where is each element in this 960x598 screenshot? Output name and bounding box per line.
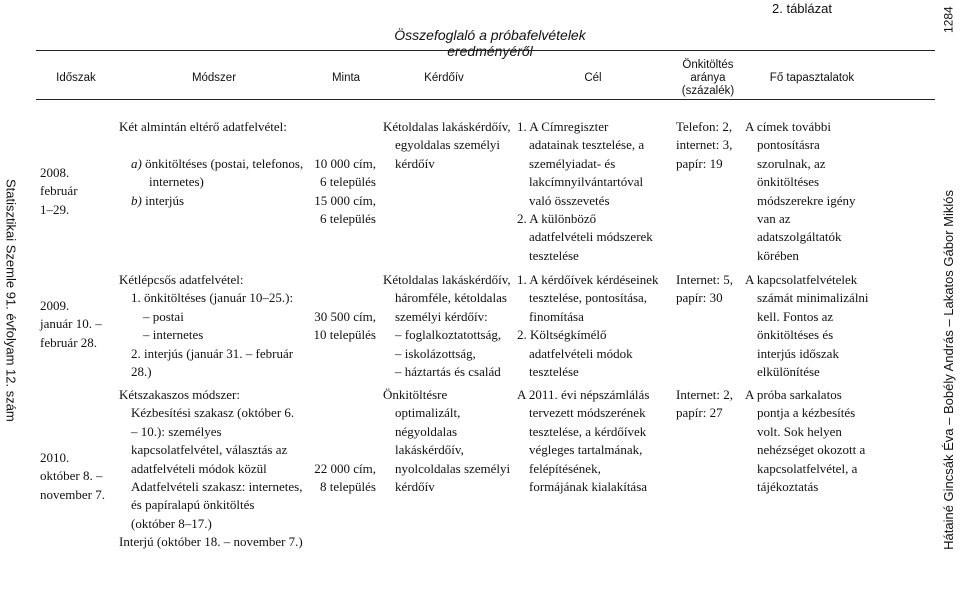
row3-goal-line3: tesztelése, a kérdőívek bbox=[529, 423, 647, 439]
row2-questionnaire bbox=[383, 271, 511, 381]
row3-method-line7: és papíralapú önkitöltés bbox=[131, 497, 255, 513]
authors-sidebar bbox=[936, 150, 960, 590]
row3-questionnaire-line2: optimalizált, bbox=[395, 405, 461, 421]
header-rate: Önkitöltés aránya (százalék) bbox=[681, 58, 735, 97]
row1-findings-line6: van az bbox=[757, 211, 791, 227]
row1-goal-line3: személyiadat- és bbox=[529, 155, 616, 171]
row2-questionnaire-line2: háromféle, kétoldalas bbox=[395, 290, 507, 306]
row3-findings-line3: volt. Sok helyen bbox=[757, 423, 842, 439]
authors: Hátainé Gincsák Éva – Bobély András – Lakatos Gábor Miklós bbox=[940, 190, 956, 550]
row1-goal-line8: tesztelése bbox=[529, 247, 579, 263]
row1-period-line3: 1–29. bbox=[40, 201, 70, 217]
journal-sidebar bbox=[0, 150, 22, 450]
row1-method-a-line2: internetes) bbox=[149, 174, 204, 190]
header-findings: Fő tapasztalatok bbox=[769, 71, 855, 84]
header-sample: Minta bbox=[331, 71, 361, 84]
row1-method bbox=[119, 118, 303, 210]
row1-findings-line2: pontosításra bbox=[757, 137, 820, 153]
row3-sample-line2: 8 település bbox=[320, 479, 376, 495]
row2-goal-line4: 2. Költségkímélő bbox=[517, 327, 607, 343]
header-method: Módszer bbox=[191, 71, 237, 84]
row3-findings-line2: pontja a kézbesítés bbox=[757, 405, 856, 421]
header-goal: Cél bbox=[584, 71, 602, 84]
row1-method-b: interjús bbox=[145, 192, 185, 208]
row2-method-line4: – internetes bbox=[143, 327, 204, 343]
row3-goal-line2: tervezett módszerének bbox=[529, 405, 646, 421]
row3-questionnaire-line1: Önkitöltésre bbox=[383, 387, 448, 402]
row1-questionnaire bbox=[383, 118, 511, 173]
row2-goal-line2: tesztelése, pontosítása, bbox=[529, 290, 648, 306]
row2-method-line1: Kétlépcsős adatfelvétel: bbox=[119, 272, 244, 287]
row2-method-line5: 2. interjús (január 31. – február bbox=[131, 345, 294, 361]
row2-questionnaire-line6: – háztartás és család bbox=[395, 364, 501, 380]
row2-findings-line4: önkitöltéses és bbox=[757, 327, 834, 343]
row1-goal-line2: adatainak tesztelése, a bbox=[529, 137, 645, 153]
row1-method-a-letter: a) bbox=[131, 155, 142, 171]
row1-findings bbox=[745, 118, 856, 265]
row1-findings-line4: önkitöltéses bbox=[757, 174, 820, 190]
row2-period-line2: január 10. – bbox=[40, 316, 102, 332]
row3-questionnaire-line3: négyoldalas bbox=[395, 423, 458, 439]
row3-method bbox=[119, 386, 303, 552]
table-caption: Összefoglaló a próbafelvételek eredményéről bbox=[394, 27, 586, 59]
header-questionnaire: Kérdőív bbox=[424, 71, 464, 84]
row1-sample-line3: 15 000 cím, bbox=[314, 192, 376, 208]
row1-goal-line6: 2. A különböző bbox=[517, 211, 597, 227]
row1-goal-line1: 1. A Címregiszter bbox=[517, 119, 609, 134]
row2-rate-line1: Internet: 5, bbox=[676, 272, 734, 287]
row2-questionnaire-line3: személyi kérdőív: bbox=[395, 308, 488, 324]
row3-method-line1: Kétszakaszos módszer: bbox=[119, 387, 240, 402]
row3-method-line3: – 10.): személyes bbox=[131, 423, 222, 439]
row3-findings-line6: tájékoztatás bbox=[757, 479, 819, 495]
table-header-rule bbox=[36, 99, 935, 100]
table-label: 2. táblázat bbox=[772, 1, 832, 16]
row1-rate bbox=[676, 118, 732, 173]
row1-rate-line1: Telefon: 2, bbox=[676, 119, 733, 134]
row1-rate-line3: papír: 19 bbox=[676, 155, 723, 171]
row3-goal-line4: végleges tartalmának, bbox=[529, 442, 643, 458]
row2-period-line1: 2009. bbox=[40, 298, 70, 313]
row2-findings-line6: elkülönítése bbox=[757, 364, 820, 380]
row1-sample bbox=[304, 155, 376, 229]
row3-goal-line6: formájának kialakítása bbox=[529, 479, 648, 495]
row2-findings-line3: kell. Fontos az bbox=[757, 308, 834, 324]
table-header bbox=[36, 56, 935, 100]
row1-sample-line2: 6 település bbox=[320, 174, 376, 190]
row1-sample-line1: 10 000 cím, bbox=[314, 156, 376, 171]
row2-method bbox=[119, 271, 293, 381]
row1-questionnaire-line2: egyoldalas személyi bbox=[395, 137, 501, 153]
row2-goal-line6: tesztelése bbox=[529, 364, 579, 380]
row2-sample-line2: 10 település bbox=[313, 327, 376, 343]
row1-findings-line1: A címek további bbox=[745, 119, 831, 134]
row3-questionnaire-line6: kérdőív bbox=[395, 479, 435, 495]
row3-period-line3: november 7. bbox=[40, 486, 105, 502]
row1-rate-line2: internet: 3, bbox=[676, 137, 733, 153]
row2-findings-line1: A kapcsolatfelvételek bbox=[745, 272, 858, 287]
row3-period-line1: 2010. bbox=[40, 450, 70, 465]
row1-goal-line7: adatfelvételi módszerek bbox=[529, 229, 653, 245]
row2-period bbox=[40, 297, 102, 352]
row3-rate bbox=[676, 386, 733, 423]
row3-findings-line5: kapcsolatfelvétel, a bbox=[757, 460, 858, 476]
row2-findings-line2: számát minimalizálni bbox=[757, 290, 869, 306]
row2-rate-line2: papír: 30 bbox=[676, 290, 723, 306]
row3-goal-line5: felépítésének, bbox=[529, 460, 601, 476]
row3-method-line2: Kézbesítési szakasz (október 6. bbox=[131, 405, 295, 421]
row3-sample bbox=[304, 460, 376, 497]
row2-method-line3: – postai bbox=[143, 308, 184, 324]
row2-sample bbox=[304, 308, 376, 345]
row3-method-line9: Interjú (október 18. – november 7.) bbox=[119, 534, 303, 550]
row3-method-line6: Adatfelvételi szakasz: internetes, bbox=[131, 479, 303, 495]
row1-method-b-letter: b) bbox=[131, 192, 142, 208]
journal-title: Statisztikai Szemle 91. évfolyam 12. szám bbox=[3, 178, 19, 422]
page-number: 1284 bbox=[941, 6, 956, 34]
row1-findings-line5: módszerekre igény bbox=[757, 192, 856, 208]
row1-questionnaire-line3: kérdőív bbox=[395, 155, 435, 171]
row2-goal bbox=[517, 271, 659, 381]
row1-goal-line5: való összevetés bbox=[529, 192, 610, 208]
row3-method-line4: kapcsolatfelvétel, választás az bbox=[131, 442, 288, 458]
row3-goal bbox=[517, 386, 649, 496]
row1-goal-line4: lakcímnyilvántartóval bbox=[529, 174, 644, 190]
row1-period-line2: február bbox=[40, 183, 78, 199]
row1-findings-line7: adatszolgáltatók bbox=[757, 229, 842, 245]
row1-period-line1: 2008. bbox=[40, 165, 70, 180]
header-period: Időszak bbox=[56, 71, 96, 84]
row2-period-line3: február 28. bbox=[40, 334, 98, 350]
row1-findings-line8: körében bbox=[757, 247, 799, 263]
row3-method-line8: (október 8–17.) bbox=[131, 515, 212, 531]
row3-rate-line1: Internet: 2, bbox=[676, 387, 734, 402]
row2-goal-line1: 1. A kérdőívek kérdéseinek bbox=[517, 272, 659, 287]
row2-questionnaire-line5: – iskolázottság, bbox=[395, 345, 476, 361]
row1-sample-line4: 6 település bbox=[320, 211, 376, 227]
row2-method-line2: 1. önkitöltéses (január 10–25.): bbox=[131, 290, 294, 306]
row3-goal-line1: A 2011. évi népszámlálás bbox=[517, 387, 650, 402]
row3-questionnaire bbox=[383, 386, 510, 496]
row3-findings-line4: nehézséget okozott a bbox=[757, 442, 866, 458]
row2-goal-line5: adatfelvételi módok bbox=[529, 345, 633, 361]
row3-method-line5: adatfelvételi módok közül bbox=[131, 460, 267, 476]
row1-method-title: Két almintán eltérő adatfelvétel: bbox=[119, 119, 287, 134]
row1-findings-line3: szorulnak, az bbox=[757, 155, 826, 171]
row2-findings-line5: interjús időszak bbox=[757, 345, 839, 361]
row3-findings-line1: A próba sarkalatos bbox=[745, 387, 842, 402]
row2-questionnaire-line4: – foglalkoztatottság, bbox=[395, 327, 502, 343]
row2-findings bbox=[745, 271, 869, 381]
row3-sample-line1: 22 000 cím, bbox=[314, 461, 376, 476]
row3-questionnaire-line5: nyolcoldalas személyi bbox=[395, 460, 511, 476]
row2-rate bbox=[676, 271, 733, 308]
row3-period bbox=[40, 449, 105, 504]
row2-sample-line1: 30 500 cím, bbox=[314, 309, 376, 324]
row3-period-line2: október 8. – bbox=[40, 468, 103, 484]
row1-goal bbox=[517, 118, 653, 265]
row2-goal-line3: finomítása bbox=[529, 308, 584, 324]
row3-rate-line2: papír: 27 bbox=[676, 405, 723, 421]
row1-questionnaire-line1: Kétoldalas lakáskérdőív, bbox=[383, 119, 511, 134]
row1-period bbox=[40, 164, 78, 219]
row1-method-a-line1: önkitöltéses (postai, telefonos, bbox=[145, 155, 304, 171]
table-top-rule bbox=[36, 50, 935, 51]
row3-questionnaire-line4: lakáskérdőív, bbox=[395, 442, 464, 458]
row2-questionnaire-line1: Kétoldalas lakáskérdőív, bbox=[383, 272, 511, 287]
row2-method-line6: 28.) bbox=[131, 364, 152, 380]
row3-findings bbox=[745, 386, 865, 496]
